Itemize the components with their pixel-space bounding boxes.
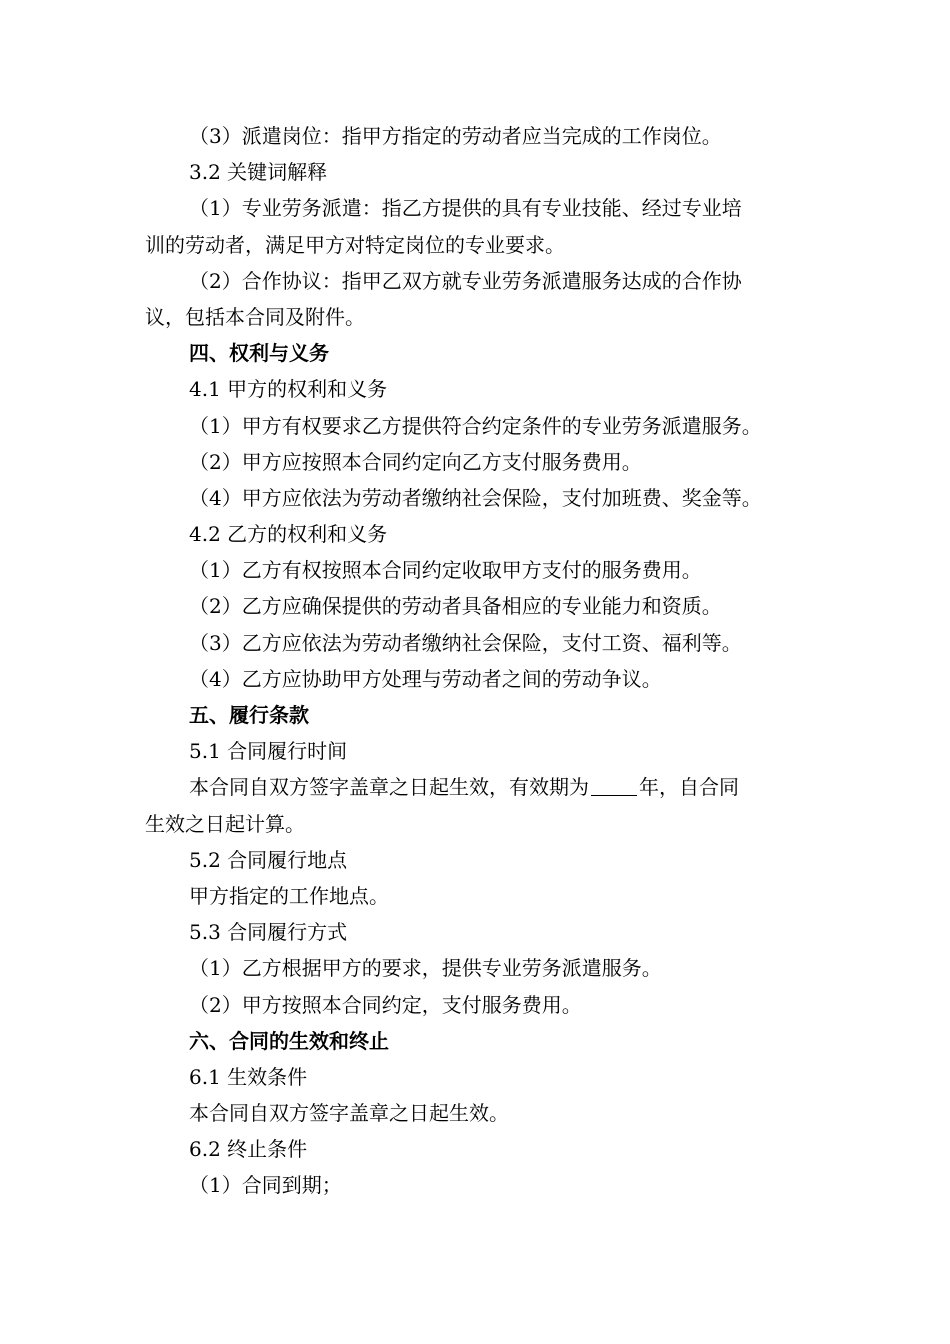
clause-3-2-1: （1）专业劳务派遣：指乙方提供的具有专业技能、经过专业培 — [189, 196, 742, 221]
section-4-2-title: 4.2 乙方的权利和义务 — [189, 522, 388, 547]
chapter-4-heading: 四、权利与义务 — [189, 341, 329, 366]
term-years-blank — [591, 777, 637, 796]
clause-3-2-2-cont: 议，包括本合同及附件。 — [145, 304, 365, 329]
section-5-3-title: 5.3 合同履行方式 — [189, 920, 348, 945]
clause-4-2-1: （1）乙方有权按照本合同约定收取甲方支付的服务费用。 — [189, 558, 702, 583]
section-5-2-title: 5.2 合同履行地点 — [189, 847, 348, 872]
clause-4-1-1: （1）甲方有权要求乙方提供符合约定条件的专业劳务派遣服务。 — [189, 413, 762, 438]
clause-5-1-text — [0, 769, 950, 805]
clause-5-3-2: （2）甲方按照本合同约定，支付服务费用。 — [189, 992, 582, 1017]
clause-4-2-4: （4）乙方应协助甲方处理与劳动者之间的劳动争议。 — [189, 666, 662, 691]
clause-6-2-1: （1）合同到期； — [189, 1173, 342, 1198]
clause-5-1-text-part2: 年，自合同 — [639, 775, 739, 800]
clause-4-1-2: （2）甲方应按照本合同约定向乙方支付服务费用。 — [189, 449, 642, 474]
clause-6-1-text: 本合同自双方签字盖章之日起生效。 — [189, 1101, 509, 1126]
section-3-2-title: 3.2 关键词解释 — [189, 160, 328, 185]
document-page — [0, 118, 950, 1204]
clause-5-1-text-cont: 生效之日起计算。 — [145, 811, 305, 836]
clause-3-1-3: （3）派遣岗位：指甲方指定的劳动者应当完成的工作岗位。 — [189, 124, 722, 148]
clause-4-2-3: （3）乙方应依法为劳动者缴纳社会保险，支付工资、福利等。 — [189, 630, 742, 655]
clause-4-2-2: （2）乙方应确保提供的劳动者具备相应的专业能力和资质。 — [189, 594, 722, 619]
section-4-1-title: 4.1 甲方的权利和义务 — [189, 377, 388, 402]
section-5-1-title: 5.1 合同履行时间 — [189, 739, 348, 764]
section-6-2-title: 6.2 终止条件 — [189, 1137, 308, 1162]
chapter-5-heading: 五、履行条款 — [189, 703, 309, 727]
clause-3-2-1-cont: 训的劳动者，满足甲方对特定岗位的专业要求。 — [145, 232, 565, 257]
clause-4-1-4: （4）甲方应依法为劳动者缴纳社会保险，支付加班费、奖金等。 — [189, 485, 762, 510]
clause-5-2-text: 甲方指定的工作地点。 — [189, 883, 389, 908]
clause-3-2-2: （2）合作协议：指甲乙双方就专业劳务派遣服务达成的合作协 — [189, 268, 742, 293]
chapter-6-heading: 六、合同的生效和终止 — [189, 1028, 389, 1053]
section-6-1-title: 6.1 生效条件 — [189, 1064, 308, 1089]
clause-5-1-text-part1: 本合同自双方签字盖章之日起生效，有效期为 — [189, 775, 589, 800]
clause-5-3-1: （1）乙方根据甲方的要求，提供专业劳务派遣服务。 — [189, 956, 662, 981]
